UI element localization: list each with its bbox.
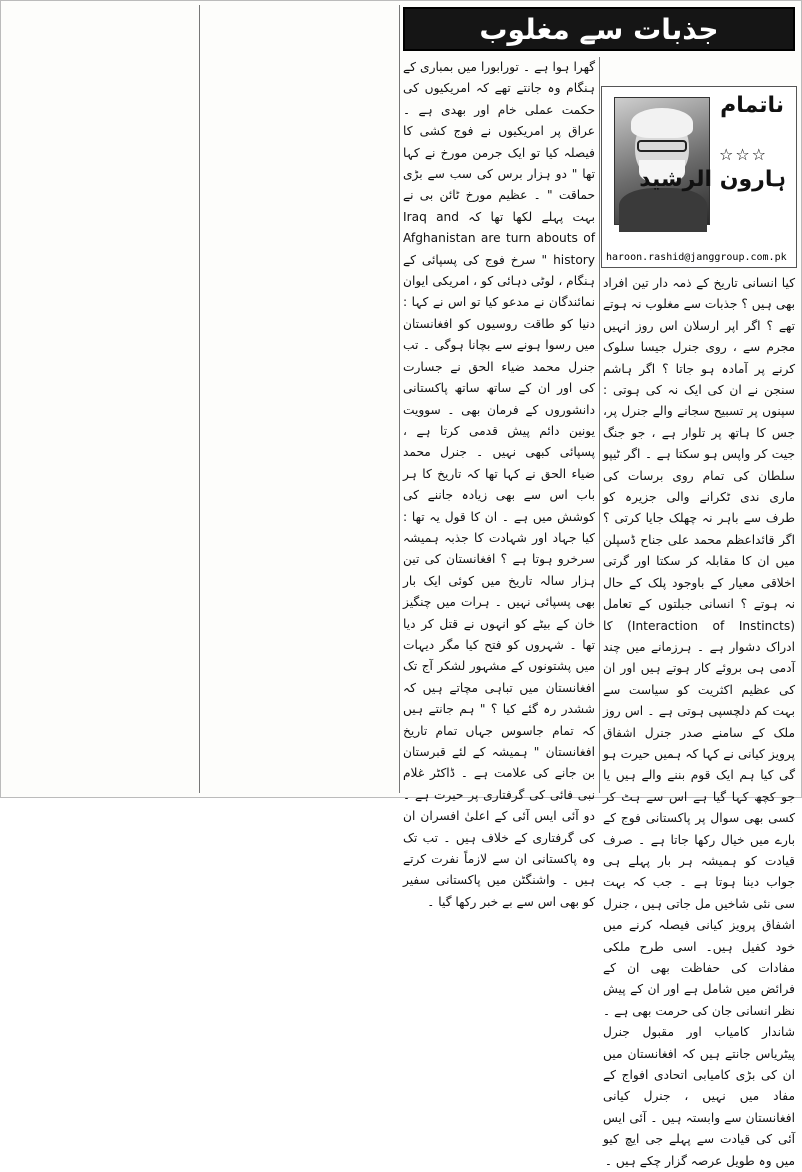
section-banner xyxy=(403,7,795,51)
star-icons: ☆☆☆ xyxy=(718,145,768,164)
article-column-3 xyxy=(203,5,395,793)
author-name: ہارون الرشید xyxy=(639,167,786,192)
article-text-col1: کیا انسانی تاریخ کے ذمہ دار تین افراد بھی ہیں ؟ جذبات سے مغلوب نہ ہوتے تھے ؟ اگر اپر ارسلان اس روز انہیں مجرم سے ، روی جنرل جیسا سلوک کرنے پر آمادہ ہو جاتا ؟ اگر ہاشم سنجن نے ان کی ایک نہ کی ہوتی : سپنوں پر تسبیح سجانے والے جنرل پر، جس کا ہاتھ پر تلوار ہے ، جو جنگ جیت کر واپس ہو سکتا ہے ۔ اگر ٹیپو سلطان کی تمام روی برسات کی ماری ندی ٹکرانے والی جزیرہ کو طرف سے باہر نہ چھلک جایا کرتی ؟ اگر قائداعظم محمد علی جناح ڈسپلن میں ان کا مقابلہ کر سکتا اور گرتی اخلاقی معیار کے باوجود پلک کے حال نہ ہوتے ؟ انسانی جبلتوں کے تعامل (Interaction of Instincts) کا ادراک دشوار ہے ۔ ہرزمانے میں چند آدمی ہی بروئے کار ہوتے ہیں اور ان کی عظیم اکثریت کو سیاست سے بہت کم دلچسپی ہوتی ہے ۔ اس روز ملک کے سامنے صدر جنرل اشفاق پرویز کیانی نے کہا کہ ہمیں حیرت ہو گی کیا ہم ایک قوم بننے والے ہیں یا جو کچھ کہا گیا ہے اس سے ہٹ کر کسی بھی سوال پر پاکستانی فوج کے بارے میں خیال رکھا جاتا ہے ۔ صرف قیادت کو ہمیشہ ہر بار پہلے ہی جواب دینا ہوتا ہے ۔ جب کہ بہت سی نئی شاخیں مل جاتی ہیں ، جنرل اشفاق پرویز کیانی فیصلہ کرنے میں خود کفیل ہیں۔ اسی طرح ملکی مفادات کی حفاظت بھی ان کے فرائض میں شامل ہے اور ان کے پیش نظر انسانی جان کی حرمت بھی ہے ۔ شاندار کامیاب اور مقبول جنرل پیٹریاس جانتے ہیں کہ افغانستان میں ان کی بڑی کامیابی اتحادی افواج کے مفاد میں نہیں ، جنرل کیانی افغانستان سے وابستہ ہیں ۔ آئی ایس آئی کی قیادت سے پہلے جی ایچ کیو میں وہ طویل عرصہ گزار چکے ہیں ۔ xyxy=(603,276,795,1168)
author-photo xyxy=(614,97,710,225)
byline-box xyxy=(601,86,797,268)
column-rule xyxy=(599,57,600,793)
column-name: ناتمام xyxy=(720,93,784,118)
column-rule xyxy=(199,5,200,793)
article-text-col2: گھرا ہوا ہے ۔ تورابورا میں بمباری کے ہنگام وہ جانتے تھے کہ امریکیوں کی حکمت عملی خام اور بھدی ہے ۔ عراق پر امریکیوں نے فوج کشی کا فیصلہ کیا تو ایک جرمن مورخ نے کہا تھا " دو ہزار برس کی سب سے بڑی حماقت " ۔ عظیم مورخ ٹائن بی نے بہت پہلے لکھا تھا کہ Iraq and Afghanistan are turn abouts of history " سرخ فوج کی پسپائی کے ہنگام ، لوٹی دہائی کو ، امریکی ایوان نمائندگان نے مدعو کیا تو اس نے کہا : دنیا کو طاقت روسیوں کو افغانستان میں رسوا ہونے سے بچانا ہوگی ۔ تب جنرل محمد ضیاء الحق نے جسارت کی اور ان کے ساتھ ساتھ پاکستانی دانشوروں کے فرمان بھی ۔ سوویت یونین دائم پیش قدمی کرتا ہے ، پسپائی کبھی نہیں ۔ جنرل محمد ضیاء الحق نے کہا تھا کہ تاریخ کا ہر باب اس سے بھی زیادہ جاننے کی کوشش میں ہے ۔ ان کا قول یہ تھا : کیا جہاد اور شہادت کا جذبہ ہمیشہ سرخرو ہوتا ہے ؟ افغانستان کی تین ہزار سالہ تاریخ میں کوئی ایک بار بھی پسپائی نہیں ۔ ہرات میں چنگیز خان کے بیٹے کو انہوں نے قتل کر دیا تھا ۔ شہروں کو فتح کیا مگر دیہات میں پشتونوں کے مشہور لشکر آج تک افغانستان میں تباہی مچاتے ہیں کہ ششدر رہ گئے کیا ؟ " ہم جانتے ہیں کہ تمام جاسوس جہاں تمام تاریخ افغانستان " ہمیشہ کے لئے قبرستان بن جانے کی علامت ہے ۔ ڈاکٹر غلام نبی فائی کی گرفتاری پر حیرت ہے ۔ دو آئی ایس آئی کے اعلیٰ افسران ان کی گرفتاری کے خلاف ہیں ۔ تب تک وہ پاکستانی ان سے لازماً نفرت کرتے ہیں ۔ واشنگٹن میں پاکستانی سفیر کو بھی اس سے بے خبر رکھا گیا ۔ xyxy=(403,60,595,909)
banner-title: جذبات سے مغلوب xyxy=(479,12,719,46)
article-column-4 xyxy=(5,5,195,793)
author-email[interactable]: haroon.rashid@janggroup.com.pk xyxy=(606,252,787,263)
article-column-2 xyxy=(403,57,595,909)
column-rule xyxy=(399,5,400,793)
article-column-1 xyxy=(603,273,795,1168)
